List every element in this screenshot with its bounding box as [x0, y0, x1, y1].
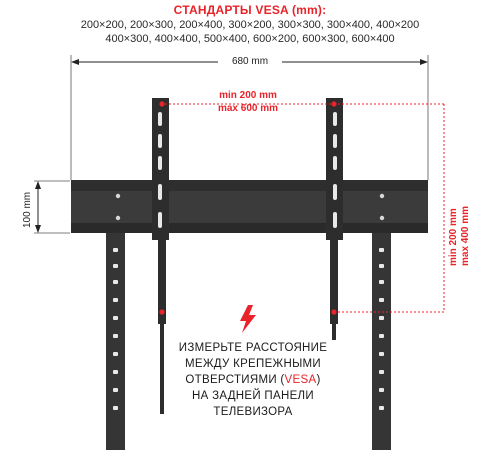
left-bracket: [152, 98, 169, 414]
width-label: 680 mm: [228, 56, 272, 67]
instruction-line-1: ИЗМЕРЬТЕ РАССТОЯНИЕ: [178, 342, 328, 354]
left-leg: [106, 232, 125, 450]
instruction-line-2: МЕЖДУ КРЕПЕЖНЫМИ: [184, 358, 321, 370]
vertical-min-label: min 200 mm: [448, 208, 459, 266]
right-leg: [372, 232, 391, 450]
vesa-sizes-line-1: 200×200, 200×300, 200×400, 300×200, 300×300, 300×400, 400×200: [80, 19, 420, 31]
instruction-line-3-start: ОТВЕРСТИЯМИ (: [185, 374, 285, 386]
horizontal-min-label: min 200 mm: [219, 90, 277, 101]
vertical-max-label: max 400 mm: [460, 205, 471, 266]
vesa-title: СТАНДАРТЫ VESA (mm):: [173, 3, 327, 17]
instruction-line-3: [168, 372, 338, 388]
instruction-line-5: ТЕЛЕВИЗОРА: [213, 406, 293, 418]
instruction-text: [168, 340, 338, 420]
height-label: 100 mm: [22, 191, 33, 228]
wall-plate: [71, 180, 428, 233]
height-dimension: [34, 181, 70, 233]
vesa-sizes-line-2: 400×300, 400×400, 500×400, 600×200, 600×300, 600×400: [105, 33, 395, 45]
lightning-icon: [240, 305, 256, 333]
instruction-line-3-end: ): [316, 374, 321, 386]
instruction-line-4: НА ЗАДНЕЙ ПАНЕЛИ: [192, 390, 314, 402]
vesa-highlight: VESA: [284, 374, 317, 386]
horizontal-max-label: max 600 mm: [217, 103, 279, 114]
width-dimension: [71, 54, 428, 180]
